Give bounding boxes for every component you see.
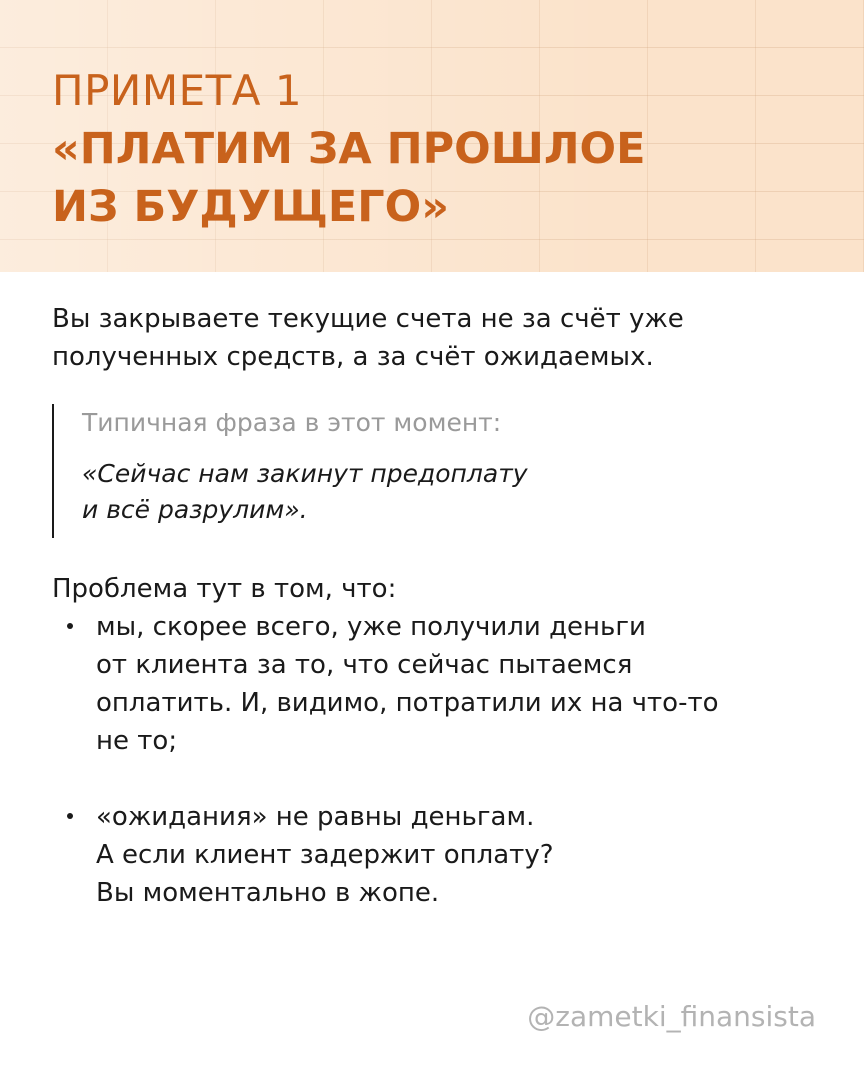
bullet-line: А если клиент задержит оплату? bbox=[96, 840, 554, 870]
page-subtitle: ПРИМЕТА 1 bbox=[52, 66, 303, 115]
quote-block bbox=[52, 404, 794, 538]
title-line: «ПЛАТИМ ЗА ПРОШЛОЕ bbox=[52, 124, 646, 174]
bullet-line: оплатить. И, видимо, потратили их на что-то bbox=[96, 688, 719, 718]
bullet-line: Вы моментально в жопе. bbox=[96, 878, 440, 908]
bullet-line: мы, скорее всего, уже получили деньги bbox=[96, 612, 646, 642]
problem-heading: Проблема тут в том, что: bbox=[52, 574, 397, 604]
author-handle: @zametki_finansista bbox=[527, 1000, 816, 1033]
list-item bbox=[0, 798, 864, 912]
header-banner bbox=[0, 0, 864, 272]
list-item bbox=[0, 608, 864, 760]
bullet-dot-icon bbox=[67, 813, 73, 819]
quote-line: «Сейчас нам закинут предоплату bbox=[82, 459, 528, 488]
title-line: ИЗ БУДУЩЕГО» bbox=[52, 182, 449, 232]
bullet-line: «ожидания» не равны деньгам. bbox=[96, 802, 535, 832]
bullet-dot-icon bbox=[67, 623, 73, 629]
bullet-line: не то; bbox=[96, 726, 178, 756]
quote-label: Типичная фраза в этот момент: bbox=[82, 408, 502, 437]
page-title bbox=[52, 120, 645, 236]
quote-line: и всё разрулим». bbox=[82, 495, 308, 524]
intro-line: Вы закрываете текущие счета не за счёт уже bbox=[52, 304, 684, 334]
intro-line: полученных средств, а за счёт ожидаемых. bbox=[52, 342, 654, 372]
intro-paragraph bbox=[52, 300, 832, 376]
bullet-line: от клиента за то, что сейчас пытаемся bbox=[96, 650, 633, 680]
bullet-list bbox=[0, 608, 864, 912]
quote-text bbox=[82, 456, 528, 528]
